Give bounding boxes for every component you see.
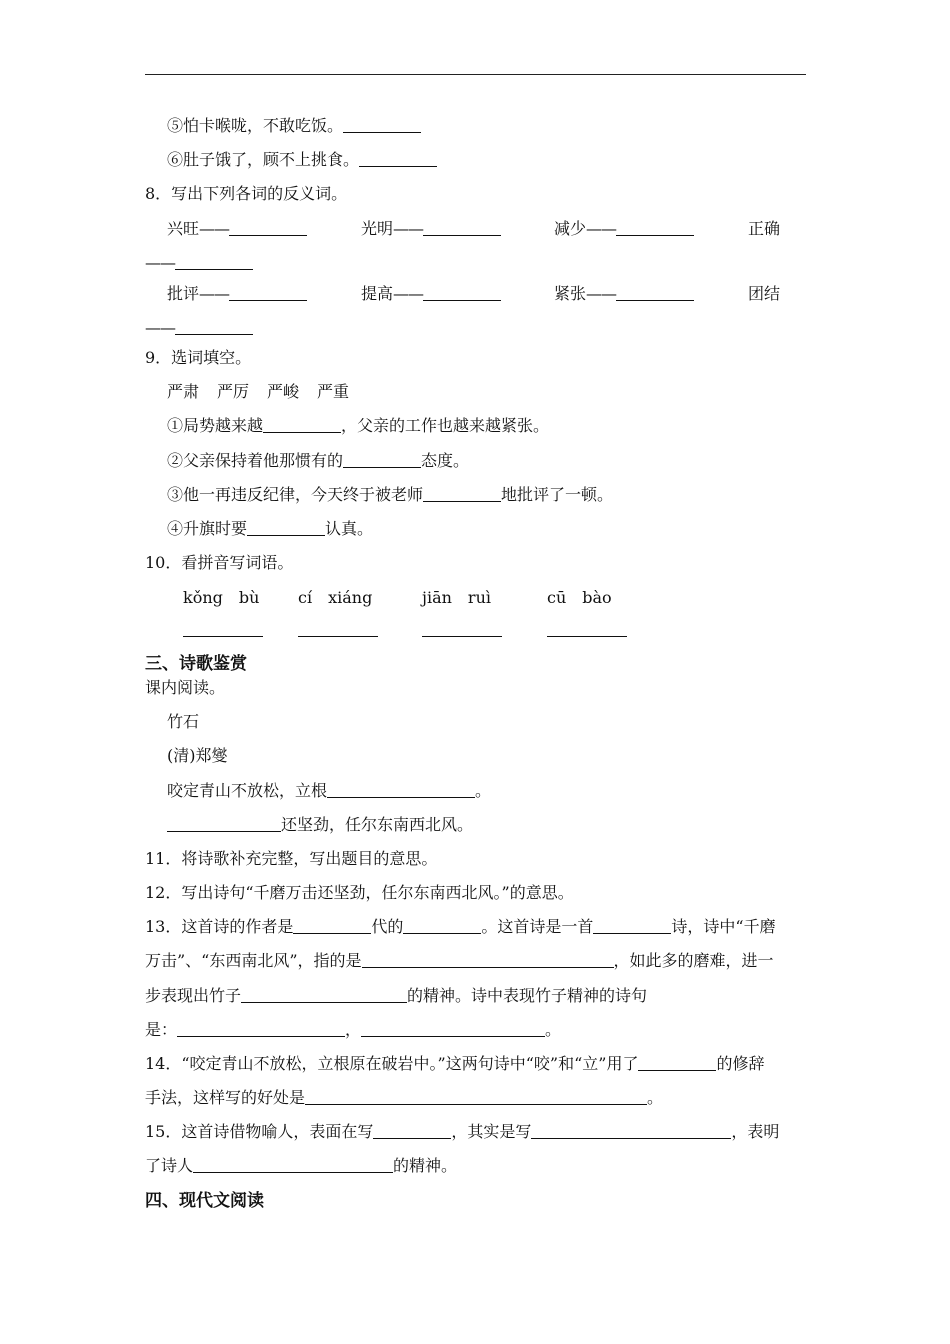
answer-blank[interactable] bbox=[183, 636, 263, 637]
answer-blank[interactable] bbox=[422, 636, 502, 637]
answer-blank[interactable] bbox=[547, 636, 627, 637]
answer-blank[interactable] bbox=[175, 253, 253, 270]
answer-blank[interactable] bbox=[305, 1088, 647, 1105]
answer-blank[interactable] bbox=[423, 284, 501, 301]
answer-blank[interactable] bbox=[247, 519, 325, 536]
answer-blank[interactable] bbox=[229, 219, 307, 236]
q8-word: 批评—— bbox=[167, 282, 307, 306]
answer-blank[interactable] bbox=[343, 116, 421, 133]
answer-blank[interactable] bbox=[293, 917, 371, 934]
q9-title: 9．选词填空。 bbox=[145, 348, 252, 367]
q9-sentence-1: ①局势越来越 ，父亲的工作也越来越紧张。 bbox=[167, 416, 550, 435]
answer-blank[interactable] bbox=[638, 1054, 716, 1071]
q13-line-4: 是： ， 。 bbox=[145, 1020, 562, 1039]
pinyin-label: cí xiáng bbox=[298, 588, 373, 607]
q8-word: 正确 bbox=[748, 219, 781, 238]
q8-word-wrap: —— bbox=[145, 251, 253, 275]
answer-blank[interactable] bbox=[373, 1122, 451, 1139]
q8-word: 团结 bbox=[748, 284, 781, 303]
answer-blank[interactable] bbox=[593, 917, 671, 934]
q13-line-3: 步表现出竹子 的精神。诗中表现竹子精神的诗句 bbox=[145, 986, 648, 1005]
q15-line-1: 15．这首诗借物喻人，表面在写 ，其实是写 ，表明 bbox=[145, 1122, 780, 1141]
q15-line-2: 了诗人 的精神。 bbox=[145, 1156, 458, 1175]
q9-options: 严肃 严厉 严峻 严重 bbox=[167, 382, 350, 401]
section-intro: 课内阅读。 bbox=[145, 678, 226, 697]
poem-author: (清)郑燮 bbox=[167, 746, 228, 765]
q9-sentence-4: ④升旗时要 认真。 bbox=[167, 519, 374, 538]
q8-word: 光明—— bbox=[361, 217, 501, 241]
q10-title: 10．看拼音写词语。 bbox=[145, 553, 294, 572]
q8-word: 减少—— bbox=[554, 217, 694, 241]
q8-word: 提高—— bbox=[361, 282, 501, 306]
q14-line-1: 14．“咬定青山不放松，立根原在破岩中。”这两句诗中“咬”和“立”用了 的修辞 bbox=[145, 1054, 765, 1073]
answer-blank[interactable] bbox=[616, 284, 694, 301]
q8-word: 兴旺—— bbox=[167, 217, 307, 241]
answer-blank[interactable] bbox=[327, 781, 475, 798]
pinyin-label: cū bào bbox=[547, 588, 612, 607]
q8-word-wrap: —— bbox=[145, 316, 253, 340]
answer-blank[interactable] bbox=[193, 1156, 393, 1173]
answer-blank[interactable] bbox=[343, 451, 421, 468]
q9-sentence-3: ③他一再违反纪律，今天终于被老师 地批评了一顿。 bbox=[167, 485, 614, 504]
section-heading: 四、现代文阅读 bbox=[145, 1191, 264, 1211]
q12: 12．写出诗句“千磨万击还坚劲，任尔东南西北风。”的意思。 bbox=[145, 883, 574, 902]
section-heading: 三、诗歌鉴赏 bbox=[145, 654, 247, 674]
answer-blank[interactable] bbox=[423, 219, 501, 236]
q13-line-2: 万击”、“东西南北风”，指的是 ，如此多的磨难，进一 bbox=[145, 951, 774, 970]
answer-blank[interactable] bbox=[263, 416, 341, 433]
answer-blank[interactable] bbox=[423, 485, 501, 502]
q7-item-6: ⑥肚子饿了，顾不上挑食。 bbox=[167, 148, 437, 172]
poem-line-2: 还坚劲，任尔东南西北风。 bbox=[167, 813, 473, 837]
answer-blank[interactable] bbox=[403, 917, 481, 934]
q7-item-5: ⑤怕卡喉咙，不敢吃饭。 bbox=[167, 114, 421, 138]
answer-blank[interactable] bbox=[298, 636, 378, 637]
q8-word: 紧张—— bbox=[554, 282, 694, 306]
answer-blank[interactable] bbox=[362, 951, 614, 968]
poem-line-1: 咬定青山不放松，立根 。 bbox=[167, 781, 492, 800]
answer-blank[interactable] bbox=[359, 150, 437, 167]
answer-blank[interactable] bbox=[361, 1020, 545, 1037]
q13-line-1: 13．这首诗的作者是 代的 。这首诗是一首 诗，诗中“千磨 bbox=[145, 917, 776, 936]
answer-blank[interactable] bbox=[175, 318, 253, 335]
q8-title: 8．写出下列各词的反义词。 bbox=[145, 184, 348, 203]
pinyin-label: kǒng bù bbox=[183, 588, 260, 607]
answer-blank[interactable] bbox=[531, 1122, 731, 1139]
poem-title: 竹石 bbox=[167, 712, 200, 731]
answer-blank[interactable] bbox=[177, 1020, 345, 1037]
header-rule bbox=[145, 74, 806, 75]
q9-sentence-2: ②父亲保持着他那惯有的 态度。 bbox=[167, 451, 470, 470]
q11: 11．将诗歌补充完整，写出题目的意思。 bbox=[145, 849, 438, 868]
q14-line-2: 手法，这样写的好处是 。 bbox=[145, 1088, 664, 1107]
answer-blank[interactable] bbox=[167, 815, 281, 832]
pinyin-label: jiān ruì bbox=[422, 588, 491, 607]
answer-blank[interactable] bbox=[616, 219, 694, 236]
answer-blank[interactable] bbox=[241, 986, 407, 1003]
answer-blank[interactable] bbox=[229, 284, 307, 301]
